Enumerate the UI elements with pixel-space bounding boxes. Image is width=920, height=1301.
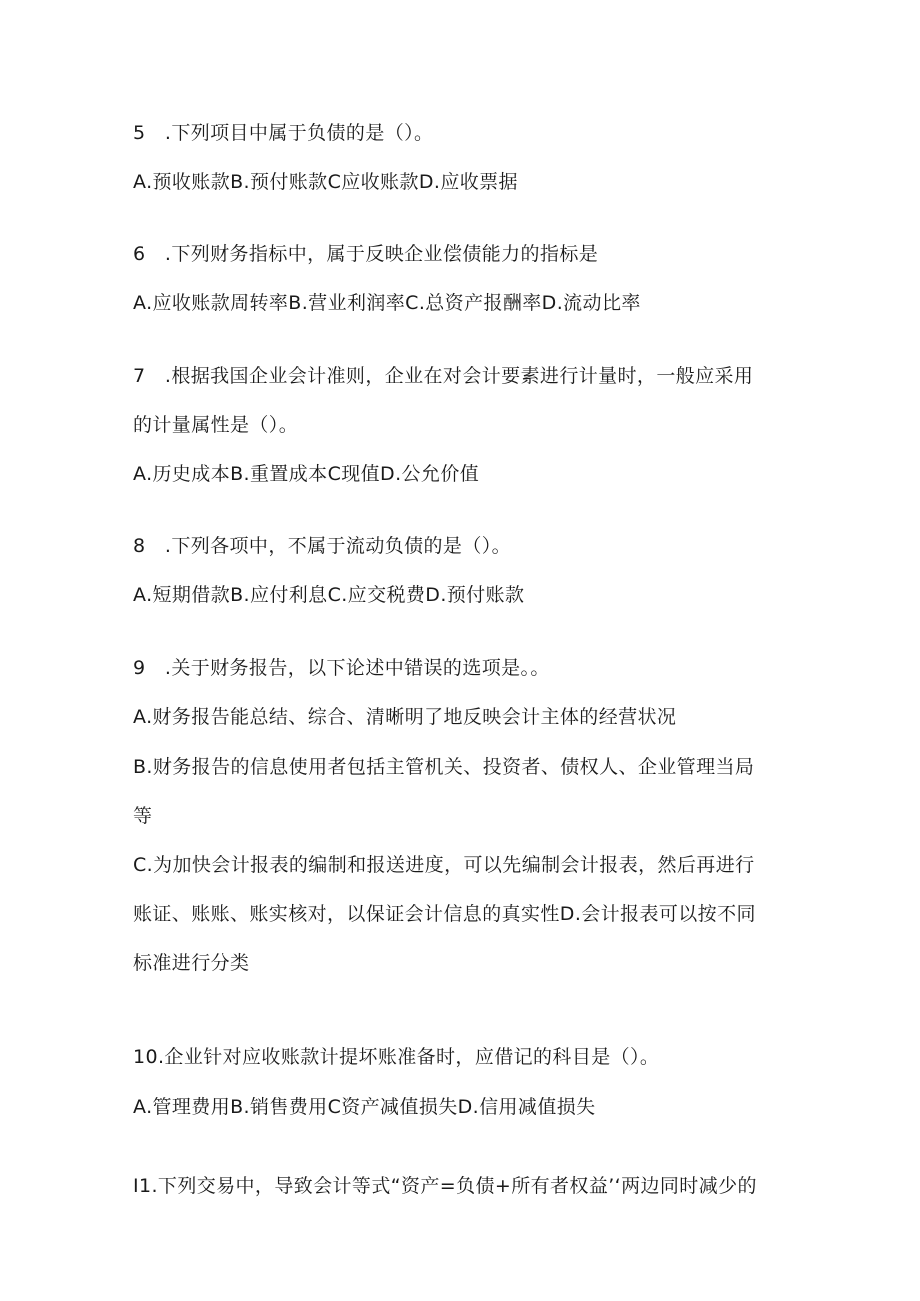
question-8: 8 .下列各项中，不属于流动负债的是（）。 [133,535,512,557]
question-10: 10.企业针对应收账款计提坏账准备时，应借记的科目是（）。 [133,1046,660,1068]
question-9: 9 .关于财务报告，以下论述中错误的选项是。。 [133,657,550,679]
question-5-options: A.预收账款B.预付账款C应收账款D.应收票据 [133,171,518,193]
question-11: I1.下列交易中，导致会计等式“资产=负债+所有者权益’‘两边同时减少的 [133,1175,757,1197]
question-10-options: A.管理费用B.销售费用C资产减值损失D.信用减值损失 [133,1096,596,1118]
question-9-option-b-continued: 等 [133,805,153,827]
question-7-options: A.历史成本B.重置成本C现值D.公允价值 [133,463,480,485]
question-9-option-a: A.财务报告能总结、综合、清晰明了地反映会计主体的经营状况 [133,706,677,728]
question-5: 5 .下列项目中属于负债的是（）。 [133,122,434,144]
question-9-option-d-continued: 标准进行分类 [133,952,250,974]
question-8-options: A.短期借款B.应付利息C.应交税费D.预付账款 [133,584,525,606]
question-6-options: A.应收账款周转率B.营业利润率C.总资产报酬率D.流动比率 [133,292,641,314]
question-7: 7 .根据我国企业会计准则，企业在对会计要素进行计量时，一般应采用 [133,365,754,387]
question-7-continued: 的计量属性是（）。 [133,414,299,436]
question-9-option-c-continued: 账证、账账、账实核对，以保证会计信息的真实性D.会计报表可以按不同 [133,903,756,925]
question-9-option-c: C.为加快会计报表的编制和报送进度，可以先编制会计报表，然后再进行 [133,854,755,876]
question-6: 6 .下列财务指标中，属于反映企业偿债能力的指标是 [133,243,599,265]
question-9-option-b: B.财务报告的信息使用者包括主管机关、投资者、债权人、企业管理当局 [133,756,755,778]
